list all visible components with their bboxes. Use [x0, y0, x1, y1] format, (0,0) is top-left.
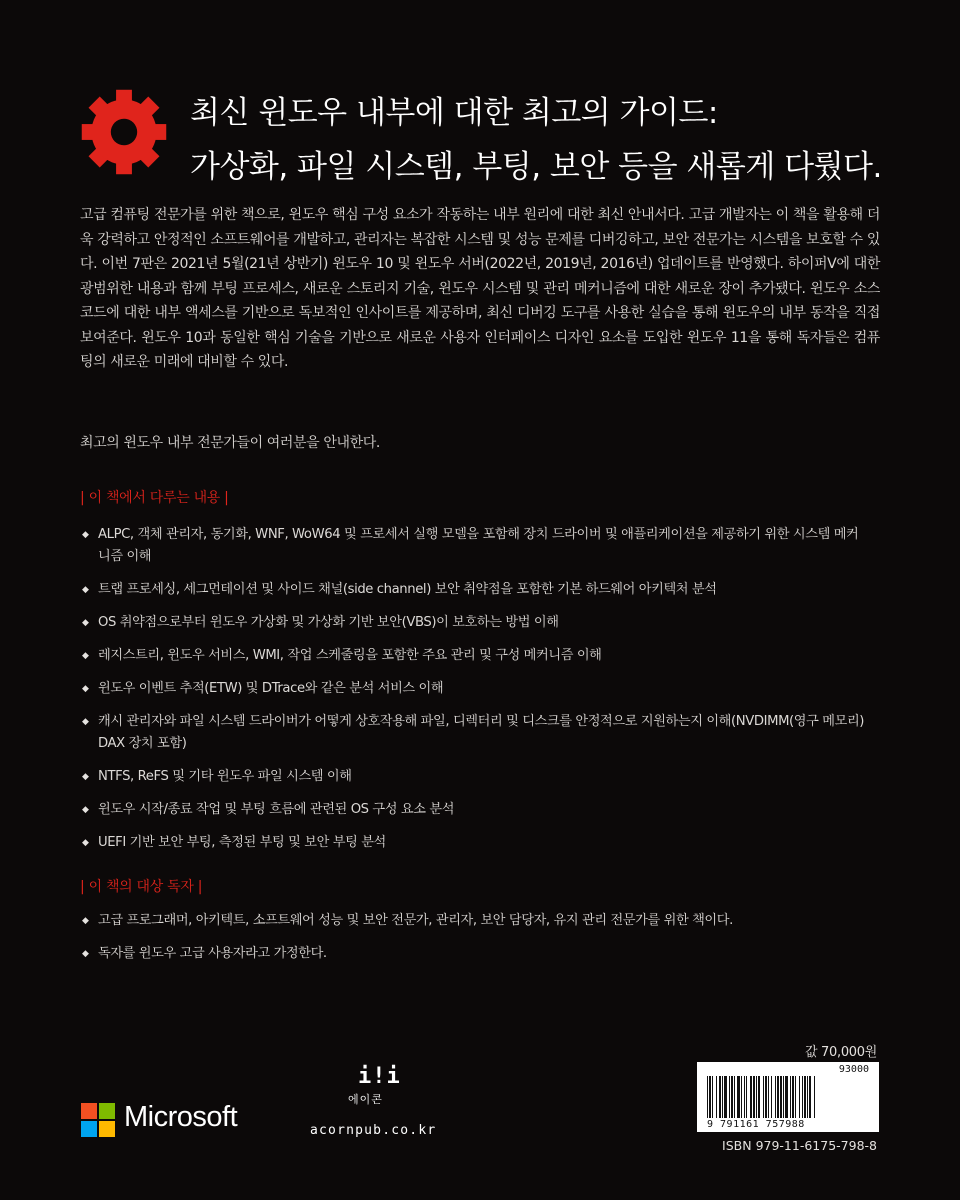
publisher-logo-mark: i!i — [358, 1064, 401, 1089]
diamond-bullet-icon: ◆ — [82, 717, 89, 727]
list-item-text: 레지스트리, 윈도우 서비스, WMI, 작업 스케줄링을 포함한 주요 관리 및 구성 메커니즘 이해 — [98, 648, 602, 663]
list-item — [80, 678, 870, 700]
contents-list — [80, 524, 870, 865]
headline-line-2: 가상화, 파일 시스템, 부팅, 보안 등을 새롭게 다뤘다. — [190, 149, 882, 185]
list-item — [80, 910, 870, 932]
list-item-text: NTFS, ReFS 및 기타 윈도우 파일 시스템 이해 — [98, 769, 352, 784]
list-item — [80, 711, 870, 755]
ms-square-blue — [81, 1121, 97, 1137]
diamond-bullet-icon: ◆ — [82, 684, 89, 694]
section-title-audience: | 이 책의 대상 독자 | — [80, 879, 203, 895]
diamond-bullet-icon: ◆ — [82, 838, 89, 848]
list-item — [80, 579, 870, 601]
diamond-bullet-icon: ◆ — [82, 585, 89, 595]
list-item-text: UEFI 기반 보안 부팅, 측정된 부팅 및 보안 부팅 분석 — [98, 835, 386, 850]
list-item-text: 윈도우 시작/종료 작업 및 부팅 흐름에 관련된 OS 구성 요소 분석 — [98, 802, 455, 817]
intro-paragraph: 고급 컴퓨팅 전문가를 위한 책으로, 윈도우 핵심 구성 요소가 작동하는 내부 원리에 대한 최신 안내서다. 고급 개발자는 이 책을 활용해 더욱 강력하고 안정적인 소프트웨어를 개발하고, 관리자는 복잡한 시스템 및 성능 문제를 디버깅하고, 보안 전문가는 시스템을 보호할 수 있다. 이번 7판은 2021년 5월(21년 상반기) 윈도우 10 및 윈도우 서버(2022년, 2019년, 2016년) 업데이트를 반영했다. 하이퍼V에 대한 광범위한 내용과 함께 부팅 프로세스, 새로운 스토리지 기술, 윈도우 시스템 및 관리 메커니즘에 대한 새로운 장이 추가됐다. 윈도우 소스코드에 대한 내부 액세스를 기반으로 독보적인 인사이트를 제공하며, 최신 디버깅 도구를 사용한 실습을 통해 윈도우의 내부 동작을 직접 보여준다. 윈도우 10과 동일한 핵심 기술을 기반으로 새로운 사용자 인터페이스 디자인 요소를 도입한 윈도우 11을 통해 독자들은 컴퓨팅의 새로운 미래에 대비할 수 있다. — [80, 207, 880, 370]
list-item-text: 독자를 윈도우 고급 사용자라고 가정한다. — [98, 946, 327, 961]
diamond-bullet-icon: ◆ — [82, 949, 89, 959]
section-title-contents: | 이 책에서 다루는 내용 | — [80, 490, 229, 506]
ms-square-yellow — [99, 1121, 115, 1137]
price-label: 값 70,000원 — [804, 1045, 877, 1060]
list-item — [80, 612, 870, 634]
barcode-addon: 93000 — [838, 1064, 869, 1075]
headline-line-1: 최신 윈도우 내부에 대한 최고의 가이드: — [190, 95, 718, 131]
diamond-bullet-icon: ◆ — [82, 530, 89, 540]
diamond-bullet-icon: ◆ — [82, 916, 89, 926]
microsoft-wordmark: Microsoft — [124, 1101, 238, 1133]
list-item-text: ALPC, 객체 관리자, 동기화, WNF, WoW64 및 프로세서 실행 모델을 포함해 장치 드라이버 및 애플리케이션을 제공하기 위한 시스템 메커니즘 이해 — [98, 527, 859, 564]
publisher-url: acornpub.co.kr — [310, 1123, 437, 1138]
list-item-text: 고급 프로그래머, 아키텍트, 소프트웨어 성능 및 보안 전문가, 관리자, 보안 담당자, 유지 관리 전문가를 위한 책이다. — [98, 913, 733, 928]
list-item — [80, 645, 870, 667]
list-item-text: OS 취약점으로부터 윈도우 가상화 및 가상화 기반 보안(VBS)이 보호하는 방법 이해 — [98, 615, 559, 630]
list-item — [80, 766, 870, 788]
diamond-bullet-icon: ◆ — [82, 772, 89, 782]
ms-square-red — [81, 1103, 97, 1119]
list-item — [80, 943, 870, 965]
list-item-text: 캐시 관리자와 파일 시스템 드라이버가 어떻게 상호작용해 파일, 디렉터리 및 디스크를 안정적으로 지원하는지 이해(NVDIMM(영구 메모리) DAX 장치 포함) — [98, 714, 865, 751]
list-item-text: 트랩 프로세싱, 세그먼테이션 및 사이드 채널(side channel) 보안 취약점을 포함한 기본 하드웨어 아키텍처 분석 — [98, 582, 717, 597]
gear-icon — [80, 88, 168, 176]
barcode-number: 9 791161 757988 — [707, 1119, 805, 1130]
isbn: ISBN 979-11-6175-798-8 — [722, 1138, 877, 1153]
microsoft-logo-icon — [81, 1103, 115, 1137]
audience-list — [80, 910, 870, 976]
list-item — [80, 799, 870, 821]
headline — [190, 86, 890, 194]
list-item — [80, 832, 870, 854]
ms-square-green — [99, 1103, 115, 1119]
diamond-bullet-icon: ◆ — [82, 805, 89, 815]
barcode — [697, 1062, 879, 1132]
diamond-bullet-icon: ◆ — [82, 618, 89, 628]
tagline: 최고의 윈도우 내부 전문가들이 여러분을 안내한다. — [80, 435, 380, 451]
diamond-bullet-icon: ◆ — [82, 651, 89, 661]
list-item-text: 윈도우 이벤트 추적(ETW) 및 DTrace와 같은 분석 서비스 이해 — [98, 681, 444, 696]
publisher-name: 에이콘 — [348, 1093, 383, 1106]
list-item — [80, 524, 870, 568]
